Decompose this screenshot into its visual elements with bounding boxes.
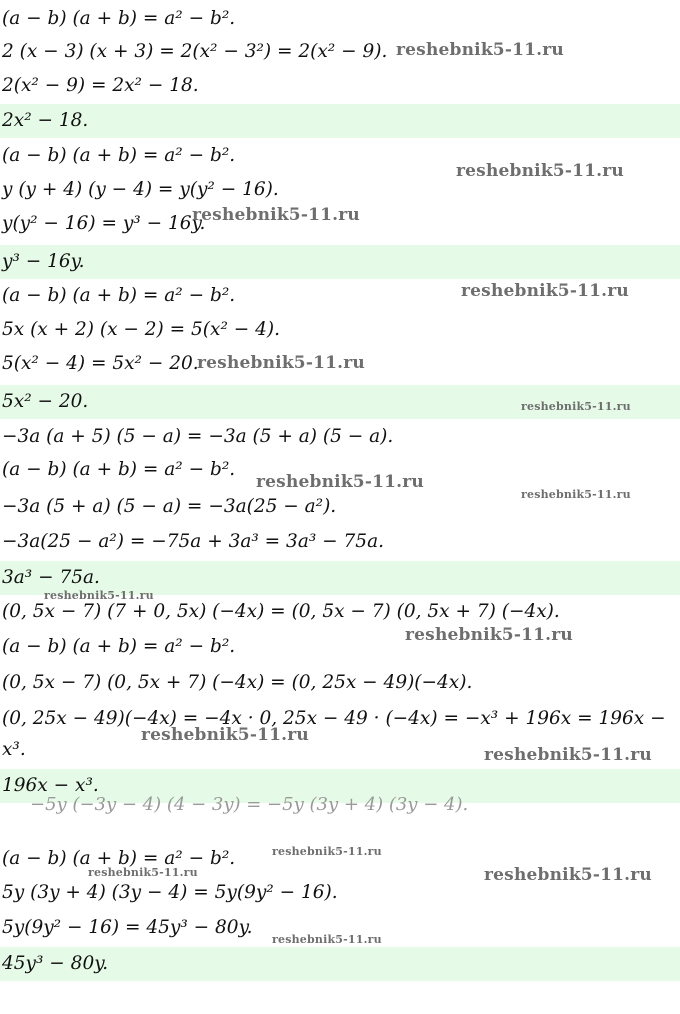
solution-line-9: (a − b) (a + b) = a² − b².: [2, 285, 236, 306]
answer-line-2: y³ − 16y.: [0, 245, 680, 279]
solution-line-18: (0, 5x − 7) (7 + 0, 5x) (−4x) = (0, 5x − 7) (0, 5x + 7) (−4x).: [2, 601, 560, 622]
answer-line-3: 5x² − 20.: [0, 385, 680, 419]
solution-line-2: 2 (x − 3) (x + 3) = 2(x² − 3²) = 2(x² − 9).: [2, 41, 388, 62]
solution-line-25: 5y (3y + 4) (3y − 4) = 5y(9y² − 16).: [2, 882, 338, 903]
watermark: reshebnik5-11.ru: [521, 488, 631, 501]
solution-line-6: y (y + 4) (y − 4) = y(y² − 16).: [2, 179, 279, 200]
solution-line-15: −3a (5 + a) (5 − a) = −3a(25 − a²).: [2, 496, 337, 517]
watermark: reshebnik5-11.ru: [192, 205, 360, 225]
solution-line-5: (a − b) (a + b) = a² − b².: [2, 145, 236, 166]
solution-line-19: (a − b) (a + b) = a² − b².: [2, 636, 236, 657]
solution-line-16: −3a(25 − a²) = −75a + 3a³ = 3a³ − 75a.: [2, 531, 384, 552]
watermark: reshebnik5-11.ru: [44, 589, 154, 602]
watermark: reshebnik5-11.ru: [88, 866, 198, 879]
solution-line-3: 2(x² − 9) = 2x² − 18.: [2, 75, 199, 96]
solution-line-1: (a − b) (a + b) = a² − b².: [2, 8, 236, 29]
watermark: reshebnik5-11.ru: [272, 933, 382, 946]
partial-cut-line: −5y (−3y − 4) (4 − 3y) = −5y (3y + 4) (3y − 4).: [30, 794, 469, 815]
solution-line-11: 5(x² − 4) = 5x² − 20.: [2, 353, 199, 374]
answer-line-5: 196x − x³.: [0, 769, 680, 803]
watermark: reshebnik5-11.ru: [405, 625, 573, 645]
solution-line-10: 5x (x + 2) (x − 2) = 5(x² − 4).: [2, 319, 280, 340]
solution-line-24: (a − b) (a + b) = a² − b².: [2, 848, 236, 869]
solution-line-20: (0, 5x − 7) (0, 5x + 7) (−4x) = (0, 25x − 49)(−4x).: [2, 672, 473, 693]
solution-line-7: y(y² − 16) = y³ − 16y.: [2, 213, 206, 234]
watermark: reshebnik5-11.ru: [141, 725, 309, 745]
watermark: reshebnik5-11.ru: [484, 745, 652, 765]
watermark: reshebnik5-11.ru: [272, 845, 382, 858]
solution-line-14: (a − b) (a + b) = a² − b².: [2, 459, 236, 480]
solution-line-22: x³.: [2, 739, 26, 760]
solution-line-21: (0, 25x − 49)(−4x) = −4x · 0, 25x − 49 · (−4x) = −x³ + 196x = 196x −: [2, 708, 666, 729]
watermark: reshebnik5-11.ru: [396, 40, 564, 60]
watermark: reshebnik5-11.ru: [461, 281, 629, 301]
watermark: reshebnik5-11.ru: [197, 353, 365, 373]
answer-line-6: 45y³ − 80y.: [0, 947, 680, 981]
solution-line-26: 5y(9y² − 16) = 45y³ − 80y.: [2, 917, 253, 938]
answer-line-1: 2x² − 18.: [0, 104, 680, 138]
watermark: reshebnik5-11.ru: [521, 400, 631, 413]
answer-line-4: 3a³ − 75a.: [0, 561, 680, 595]
watermark: reshebnik5-11.ru: [456, 161, 624, 181]
watermark: reshebnik5-11.ru: [484, 865, 652, 885]
solution-line-13: −3a (a + 5) (5 − a) = −3a (5 + a) (5 − a).: [2, 426, 394, 447]
watermark: reshebnik5-11.ru: [256, 472, 424, 492]
